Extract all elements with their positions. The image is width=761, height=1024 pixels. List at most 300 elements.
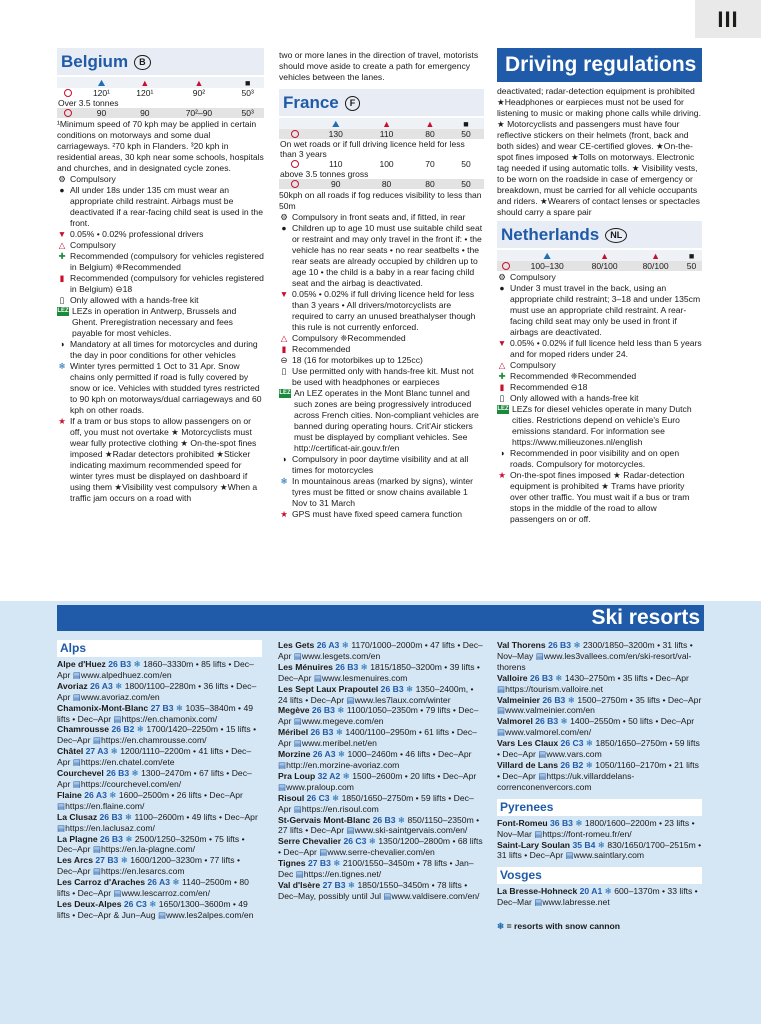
resort-name: Megève	[278, 705, 312, 716]
country-name: France	[283, 93, 339, 112]
rule-text: Only allowed with a hands-free kit	[510, 393, 639, 403]
ski-column	[57, 640, 262, 921]
resort-name: St-Gervais Mont-Blanc	[278, 814, 373, 825]
motorway-icon: ⛰	[543, 250, 551, 261]
resort-entry	[278, 836, 483, 858]
resort-entry	[278, 771, 483, 793]
snow-cannon-icon: ❄	[120, 855, 131, 866]
first-aid-icon: ✚	[58, 251, 66, 261]
speed-value: 70²–90	[166, 108, 231, 118]
website-icon: ▤	[538, 770, 547, 781]
resort-name: Pra Loup	[278, 770, 318, 781]
resort-info: 1035–3840m • 49 lifts • Dec–Apr	[57, 702, 254, 724]
website-icon: ▤	[92, 866, 101, 877]
continued-text: two or more lanes in the direction of travel, motorists should move aside to create a path for emergency vehicles between the lanes.	[279, 50, 479, 82]
rule-text: Recommended ❈Recommended	[510, 371, 637, 381]
website-icon: ▤	[535, 650, 544, 661]
resort-entry	[57, 724, 262, 746]
map-grid-ref: 26 B3	[310, 727, 336, 738]
rule-text: Compulsory	[510, 360, 556, 370]
weight-label: above 3.5 tonnes gross	[279, 169, 484, 179]
resort-name: Valmorel	[497, 716, 536, 727]
resort-website[interactable]: www.vars.com	[546, 749, 602, 760]
website-icon: ▤	[57, 800, 66, 811]
seatbelt-icon: ⚙	[280, 212, 288, 222]
snow-cannon-icon: ❄	[110, 746, 121, 757]
motorway-icon: ⛰	[331, 118, 340, 129]
resort-entry	[497, 640, 702, 673]
resort-website[interactable]: https://en.la-plagne.com/	[100, 844, 196, 855]
country-name: Netherlands	[501, 225, 600, 244]
resort-info: 1650/1300–3600m • 49 lifts • Dec–Apr & Jun–Aug	[57, 898, 248, 920]
snow-cannon-icon: ❄	[149, 898, 159, 909]
rule-text: If a tram or bus stops to allow passengers on or off, you must not overtake ★ Motorcyclists must wear fully protective clothing ★ On-the-spot fines imposed ★Radar detectors prohibited ★Sticker indicating maximum recommended speed for winter tyres must be displayed on dashboard if using them ★Visibility vest compulsory ★When a traffic jam occurs on a road with	[70, 416, 258, 503]
rule-text: All under 18s under 135 cm must wear an appropriate child restraint. Airbags must be deactivated if a rear-facing child seat is used in the front.	[70, 185, 263, 228]
speed-value: 130	[310, 129, 361, 139]
speed-value: 120¹	[92, 88, 110, 98]
rule-item	[497, 371, 702, 382]
open-road-icon: ▲	[194, 77, 204, 88]
speed-value: 80	[361, 179, 412, 189]
website-icon: ▤	[157, 909, 167, 920]
continued-text: deactivated; radar-detection equipment is prohibited ★Headphones or earpieces must not be used for listening to music or making phone calls while driving. ★ Motorcyclists and passengers must have four reflective stickers on their helmets (front, back and both sides) and wear CE-certified gloves. ★On-the-spot fines imposed ★Tolls on motorways. Electronic tag needed if using automatic tolls. ★ Visibility vests, to be worn on the roadside in case of emergency or breakdown, must be carried for all vehicle occupants and riders. ★Wearers of contact lenses or spectacles should carry a spare pair	[497, 86, 701, 217]
ski-column	[497, 640, 702, 932]
website-icon: ▤	[295, 869, 304, 880]
rule-text: Children up to age 10 must use suitable child seat or restraint and may only travel in the front if: • the vehicle has no rear seats • no rear seatbelts • the rear seats are already occupied by children up to age 10 • the child is a baby in a rear facing child seat and the airbag is deactivated.	[292, 223, 483, 288]
resort-entry	[497, 886, 702, 908]
snow-cannon-icon: ❄	[125, 833, 135, 844]
map-grid-ref: 26 C3	[560, 738, 586, 749]
country-header-belgium	[57, 48, 264, 75]
resort-name: Chamonix-Mont-Blanc	[57, 702, 151, 713]
website-icon: ▤	[538, 749, 547, 760]
resort-info: 1300–2470m • 67 lifts • Dec–Apr	[57, 768, 252, 789]
region-heading: Alps	[57, 640, 262, 657]
map-grid-ref: 26 A3	[84, 789, 110, 800]
country-code-badge: F	[345, 96, 361, 111]
snow-cannon-icon: ❄	[175, 702, 186, 713]
resort-entry	[278, 858, 483, 880]
speed-limit-icon	[502, 262, 510, 270]
resort-website[interactable]: https://courchevel.com/en/	[80, 778, 182, 789]
map-grid-ref: 27 B3	[307, 858, 334, 869]
rule-text: Compulsory	[510, 272, 556, 282]
snow-cannon-icon: ❄	[604, 886, 615, 897]
resort-name: Alpe d'Huez	[57, 659, 109, 669]
lez-icon: LEZ	[279, 390, 291, 396]
rule-text: Recommended ⊖18	[510, 382, 588, 392]
rule-item	[57, 361, 264, 416]
resort-info: 1350–2400m, • 24 lifts • Dec–Apr	[278, 683, 474, 705]
rule-item	[497, 360, 702, 371]
resort-entry	[57, 703, 262, 725]
resort-info: 1850/1550–3450m • 78 lifts • Dec–May, possibly until Jul	[278, 879, 468, 901]
snow-cannon-icon: ❄	[575, 817, 585, 828]
resort-website[interactable]: http://en.morzine-avoriaz.com	[286, 759, 400, 770]
website-icon: ▤	[346, 694, 355, 705]
rule-text: 0.05% • 0.02% if full driving licence held for less than 3 years • All drivers/motorcyclists are required to carry an unused breathalyser though this rule is not currently enforced.	[292, 289, 476, 332]
resort-website[interactable]: https://en.tignes.net/	[303, 869, 382, 880]
resort-entry	[57, 834, 262, 856]
winter-tyre-icon: ❄	[58, 361, 66, 371]
resort-name: Méribel	[278, 727, 311, 738]
resort-entry	[57, 855, 262, 877]
speed-value: 110	[361, 129, 412, 139]
resort-entry	[278, 880, 483, 902]
resort-entry	[497, 760, 702, 793]
resort-name: Val Thorens	[497, 640, 549, 650]
rule-text: Winter tyres permitted 1 Oct to 31 Apr. Snow chains only permitted if road is fully covered by snow or ice. Vehicles with studded tyres restricted to 90 kph on motorways/dual carriageways and 60 kph on other roads.	[70, 361, 262, 415]
resort-name: La Clusaz	[57, 811, 100, 822]
rule-item	[279, 344, 484, 355]
rule-item	[57, 240, 264, 251]
map-grid-ref: 26 B3	[335, 661, 361, 672]
speed-value: 50	[461, 159, 471, 169]
speed-limit-table	[57, 77, 264, 118]
resort-website[interactable]: https://uk.villarddelans-correnconenvercors.com	[497, 770, 635, 792]
resort-info: 1400–2550m • 50 lifts • Dec–Apr	[570, 716, 695, 727]
snow-cannon-icon: ❄	[337, 705, 347, 716]
resort-info: 1100–2600m • 49 lifts • Dec–Apr	[134, 811, 258, 822]
map-grid-ref: 27 A3	[85, 746, 111, 757]
resort-website[interactable]: https://tourism.valloire.net	[505, 683, 604, 694]
rule-item	[279, 509, 484, 520]
resort-website[interactable]: www.ski-saintgervais.com/en/	[354, 825, 468, 836]
resort-entry	[497, 716, 702, 738]
fire-extinguisher-icon: ▮	[281, 344, 287, 354]
resort-info: 1100/1050–2350m • 79 lifts • Dec–Apr	[278, 705, 479, 727]
resort-entry	[497, 738, 702, 760]
resort-website[interactable]: www.meribel.net/en	[301, 738, 377, 749]
headlights-icon: ◑	[59, 339, 65, 349]
map-grid-ref: 26 B2	[560, 759, 586, 770]
speed-limit-icon	[291, 130, 299, 138]
resort-website[interactable]: www.lesgets.com/en	[301, 650, 381, 661]
rule-item	[497, 283, 702, 338]
warning-triangle-icon: △	[58, 240, 66, 250]
rule-item	[279, 454, 484, 476]
minimum-age-icon: ⊖	[280, 355, 288, 365]
resort-info: 1050/1160–2170m • 21 lifts • Dec–Apr	[497, 759, 699, 781]
open-road-icon: ▲	[425, 118, 435, 129]
resort-info: 1140–2500m • 80 lifts • Dec–Apr	[57, 877, 249, 899]
legend-text: = resorts with snow cannon	[506, 921, 621, 932]
website-icon: ▤	[92, 844, 101, 855]
speed-value: 80	[412, 129, 448, 139]
map-grid-ref: 26 C3	[343, 836, 369, 847]
speed-value: 70	[425, 159, 435, 169]
map-grid-ref: 27 B3	[95, 855, 121, 866]
fire-extinguisher-icon: ▮	[59, 273, 65, 283]
snow-cannon-icon: ❄	[560, 716, 571, 727]
rule-text: Recommended (compulsory for vehicles registered in Belgium) ⊖18	[70, 273, 264, 294]
resort-website[interactable]: www.praloup.com	[286, 781, 354, 792]
resort-info: 1600–2500m • 26 lifts • Dec–Apr	[118, 789, 243, 800]
map-grid-ref: 26 C3	[123, 898, 150, 909]
resort-website[interactable]: www.labresse.net	[542, 897, 610, 908]
rule-text: 18 (16 for motorbikes up to 125cc)	[292, 355, 423, 365]
resort-website[interactable]: www.serre-chevalier.com/en	[327, 847, 435, 858]
website-icon: ▤	[565, 850, 574, 861]
speed-value: 90	[310, 179, 361, 189]
resort-website[interactable]: www.lescarroz.com/en/	[121, 888, 210, 899]
resort-website[interactable]: www.valdisere.com/en/	[391, 890, 480, 901]
column-france	[279, 50, 484, 595]
resort-website[interactable]: www.les7laux.com/winter	[354, 694, 451, 705]
website-icon: ▤	[72, 669, 81, 680]
speed-limit-icon	[291, 160, 299, 168]
resort-entry	[278, 727, 483, 749]
rule-item	[57, 273, 264, 295]
resort-website[interactable]: www.saintlary.com	[573, 850, 645, 861]
town-icon: ■	[463, 118, 469, 129]
rule-text: 0.05% • 0.02% professional drivers	[70, 229, 204, 239]
website-icon: ▤	[319, 847, 328, 858]
resort-info: 600–1370m • 33 lifts • Dec–Mar	[497, 886, 698, 908]
resort-entry	[57, 768, 262, 790]
website-icon: ▤	[293, 650, 302, 661]
resort-name: Vars Les Claux	[497, 738, 561, 749]
resort-name: Saint-Lary Soulan	[497, 839, 573, 850]
resort-info: 1500–2750m • 35 lifts • Dec–Apr	[577, 694, 702, 705]
alcohol-icon: ▼	[279, 289, 289, 299]
rules-list	[497, 272, 702, 525]
resort-name: Morzine	[278, 749, 313, 760]
snow-cannon-icon: ❄	[597, 839, 608, 850]
speed-footnote: ¹Minimum speed of 70 kph may be applied in certain conditions on motorways and some dual carriageways. ²70 kph in Flanders. ³20 kph in residential areas, 30 kph near some schools, hospitals and churches, and in designated cycle zones.	[57, 119, 264, 173]
map-grid-ref: 26 A3	[90, 680, 116, 691]
child-seat-icon: ●	[281, 223, 287, 233]
resort-entry	[497, 818, 702, 840]
ski-column	[278, 640, 483, 902]
resort-website[interactable]: www.les2alpes.com/en	[166, 909, 254, 920]
rule-item	[497, 382, 702, 393]
other-rules-icon: ★	[280, 509, 288, 519]
seatbelt-icon: ⚙	[58, 174, 66, 184]
resort-name: Flaine	[57, 789, 85, 800]
resort-website[interactable]: https://en.lesarcs.com	[100, 866, 185, 877]
rule-text: Compulsory in front seats and, if fitted, in rear	[292, 212, 466, 222]
child-seat-icon: ●	[499, 283, 505, 293]
resort-website[interactable]: www.alpedhuez.com/en	[80, 669, 172, 680]
snow-cannon-icon: ❄	[172, 877, 183, 888]
country-code-badge: NL	[605, 228, 627, 243]
rule-item	[57, 339, 264, 361]
resort-website[interactable]: https://en.chatel.com/ete	[80, 757, 175, 768]
country-header-france	[279, 89, 484, 116]
snow-cannon-icon: ❄	[331, 792, 342, 803]
map-grid-ref: 26 B3	[548, 640, 574, 650]
resort-website[interactable]: www.megeve.com/en	[301, 716, 384, 727]
website-icon: ▤	[293, 738, 302, 749]
resort-info: 1700/1420–2250m • 15 lifts • Dec–Apr	[57, 724, 257, 746]
rule-text: Recommended in poor visibility and on open roads. Compulsory for motorcycles.	[510, 448, 680, 469]
map-grid-ref: 27 B3	[150, 702, 176, 713]
resort-entry	[57, 746, 262, 768]
resort-name: Les Gets	[278, 640, 317, 650]
website-icon: ▤	[313, 672, 322, 683]
snow-cannon-icon: ❄	[585, 738, 596, 749]
resort-name: Courchevel	[57, 768, 107, 779]
column-netherlands	[497, 48, 702, 593]
resort-info: 1815/1850–3200m • 39 lifts • Dec–Apr	[278, 661, 480, 683]
dual-carriageway-icon: ▲	[600, 250, 610, 261]
resort-website[interactable]: www.avoriaz.com/en	[80, 691, 160, 702]
snow-cannon-icon: ❄	[368, 836, 379, 847]
resort-website[interactable]: https://en.chamonix.com/	[121, 713, 218, 724]
map-grid-ref: 26 B3	[106, 768, 132, 779]
resort-entry	[278, 815, 483, 837]
rule-item	[57, 306, 264, 339]
resort-name: La Plagne	[57, 833, 100, 844]
rule-text: Compulsory	[70, 240, 116, 250]
map-grid-ref: 26 B3	[529, 672, 556, 683]
map-grid-ref: 26 A3	[316, 640, 342, 650]
warning-triangle-icon: △	[498, 360, 506, 370]
other-rules-icon: ★	[498, 470, 506, 480]
rule-item	[57, 251, 264, 273]
website-icon: ▤	[72, 691, 81, 702]
region-heading: Vosges	[497, 867, 702, 884]
rule-text: On-the-spot fines imposed ★ Radar-detection equipment is prohibited ★ Trams have priority over other traffic. You must wait if a bus or tram stops in the middle of the road to allow passengers on or off.	[510, 470, 690, 524]
snow-cannon-icon: ❄	[341, 640, 352, 650]
resort-info: 1200/1110–2200m • 41 lifts • Dec–Apr	[57, 746, 252, 768]
mobile-phone-icon: ▯	[499, 393, 505, 403]
weight-label: Over 3.5 tonnes	[57, 98, 264, 108]
website-icon: ▤	[113, 713, 122, 724]
rule-item	[279, 212, 484, 223]
resort-name: Avoriaz	[57, 680, 91, 691]
resort-name: Chamrousse	[57, 724, 112, 735]
rule-item	[279, 355, 484, 366]
resort-info: 1500–2600m • 20 lifts • Dec–Apr	[352, 770, 477, 781]
map-grid-ref: 26 A3	[312, 749, 338, 760]
resort-info: 1430–2750m • 35 lifts • Dec–Apr	[564, 672, 689, 683]
resort-entry	[57, 899, 262, 921]
snow-cannon-icon: ❄	[109, 789, 119, 800]
fog-note: 50kph on all roads if fog reduces visibility to less than 50m	[279, 190, 482, 211]
open-road-icon: ▲	[651, 250, 661, 261]
snow-cannon-icon: ❄	[585, 759, 596, 770]
speed-limit-icon	[291, 180, 299, 188]
resort-website[interactable]: www.valmorel.com/en/	[505, 727, 592, 738]
resort-info: 850/1150–2350m • 27 lifts • Dec–Apr	[278, 814, 480, 836]
rule-text: Compulsory ❈Recommended	[292, 333, 406, 343]
rule-item	[497, 272, 702, 283]
map-grid-ref: 36 B3	[550, 817, 576, 828]
snow-cannon-icon: ❄	[497, 921, 507, 932]
resort-name: Valmeinier	[497, 694, 543, 705]
resort-info: 1850/1650–2750m • 59 lifts • Dec–Apr	[278, 792, 474, 814]
resort-info: 1860–3330m • 85 lifts • Dec–Apr	[57, 659, 254, 680]
speed-value: 90	[123, 108, 166, 118]
rule-item	[497, 404, 702, 448]
rule-text: In mountainous areas (marked by signs), winter tyres must be fitted or snow chains available 1 Nov to 31 March	[292, 476, 474, 508]
resort-entry	[57, 877, 262, 899]
website-icon: ▤	[293, 716, 302, 727]
resort-entry	[57, 790, 262, 812]
snow-cannon-icon: ❄	[406, 683, 416, 694]
speed-value: 80/100	[579, 261, 630, 271]
rule-text: Only allowed with a hands-free kit	[70, 295, 199, 305]
website-icon: ▤	[383, 890, 392, 901]
resort-website[interactable]: https://en.chamrousse.com/	[100, 735, 207, 746]
resort-entry	[278, 640, 483, 662]
resort-website[interactable]: https://font-romeu.fr/en/	[542, 828, 632, 839]
speed-value: 120¹	[136, 88, 154, 98]
website-icon: ▤	[497, 705, 506, 716]
snow-cannon-icon: ❄	[360, 661, 371, 672]
resort-name: Les Sept Laux Prapoutel	[278, 683, 381, 694]
resort-website[interactable]: https://en.flaine.com/	[65, 800, 145, 811]
speed-limit-table	[279, 118, 484, 189]
resort-info: 1600/1200–3230m • 77 lifts • Dec–Apr	[57, 855, 240, 877]
resort-entry	[57, 681, 262, 703]
rule-text: LEZs for diesel vehicles operate in many Dutch cities. Restrictions depend on vehicle's Euro emissions standard. For information see https://www.milieuzones.nl/english	[512, 404, 692, 447]
rule-item	[497, 338, 702, 360]
resort-name: Valloire	[497, 672, 530, 683]
resort-info: 2500/1250–3250m • 75 lifts • Dec–Apr	[57, 833, 245, 855]
rule-item	[279, 333, 484, 344]
resort-name: Serre Chevalier	[278, 836, 344, 847]
snow-cannon-legend	[497, 921, 702, 932]
rule-item	[279, 388, 484, 454]
fire-extinguisher-icon: ▮	[499, 382, 505, 392]
rule-text: An LEZ operates in the Mont Blanc tunnel and such zones are being progressively introduced across French cities. Non-compliant vehicles are banned during operating hours. Crit'Air stickers must be displayed by compliant vehicles. See http://certificat-air.gouv.fr/en	[294, 388, 479, 453]
resort-website[interactable]: www.lesmenuires.com	[321, 672, 408, 683]
rule-item	[57, 229, 264, 240]
lez-icon: LEZ	[57, 308, 69, 314]
speed-value: 50	[448, 129, 484, 139]
town-icon: ■	[244, 77, 251, 88]
resort-website[interactable]: www.valmeinier.com/en	[505, 705, 595, 716]
resort-name: La Bresse-Hohneck	[497, 886, 580, 897]
resort-website[interactable]: www.les3vallees.com/en/ski-resort/val-thorens	[497, 650, 692, 672]
speed-limit-icon	[64, 109, 72, 117]
speed-value: 80/100	[630, 261, 681, 271]
resort-website[interactable]: https://en.risoul.com	[301, 803, 379, 814]
map-grid-ref: 20 A1	[579, 886, 605, 897]
snow-cannon-icon: ❄	[397, 814, 408, 825]
resort-entry	[57, 812, 262, 834]
country-code-badge: B	[134, 55, 151, 70]
resort-name: Villard de Lans	[497, 759, 561, 770]
map-grid-ref: 26 B3	[372, 814, 398, 825]
resort-entry	[497, 840, 702, 862]
speed-value: 80	[412, 179, 448, 189]
resort-website[interactable]: https://en.laclusaz.com/	[65, 822, 155, 833]
rule-text: Under 3 must travel in the back, using an appropriate child restraint; 3–18 and under 135cm must use an appropriate child restraint. A rear-facing child seat may only be used in front if airbags are deactivated.	[510, 283, 701, 337]
page-section-tag: III	[695, 0, 761, 38]
resort-name: Font-Romeu	[497, 817, 550, 828]
snow-cannon-icon: ❄	[124, 811, 135, 822]
resort-name: Val d'Isère	[278, 879, 323, 890]
map-grid-ref: 32 A2	[317, 770, 343, 781]
website-icon: ▤	[497, 727, 506, 738]
website-icon: ▤	[278, 781, 287, 792]
region-heading: Pyrenees	[497, 799, 702, 816]
rule-text: Compulsory in poor daytime visibility and at all times for motorcycles	[292, 454, 469, 475]
rules-list	[279, 212, 484, 520]
snow-cannon-icon: ❄	[133, 659, 144, 669]
website-icon: ▤	[57, 822, 66, 833]
map-grid-ref: 26 B3	[542, 694, 568, 705]
resort-name: Tignes	[278, 858, 308, 869]
resort-entry	[278, 749, 483, 771]
map-grid-ref: 26 C3	[306, 792, 332, 803]
speed-value: 90²	[192, 88, 206, 98]
resort-name: Risoul	[278, 792, 307, 803]
